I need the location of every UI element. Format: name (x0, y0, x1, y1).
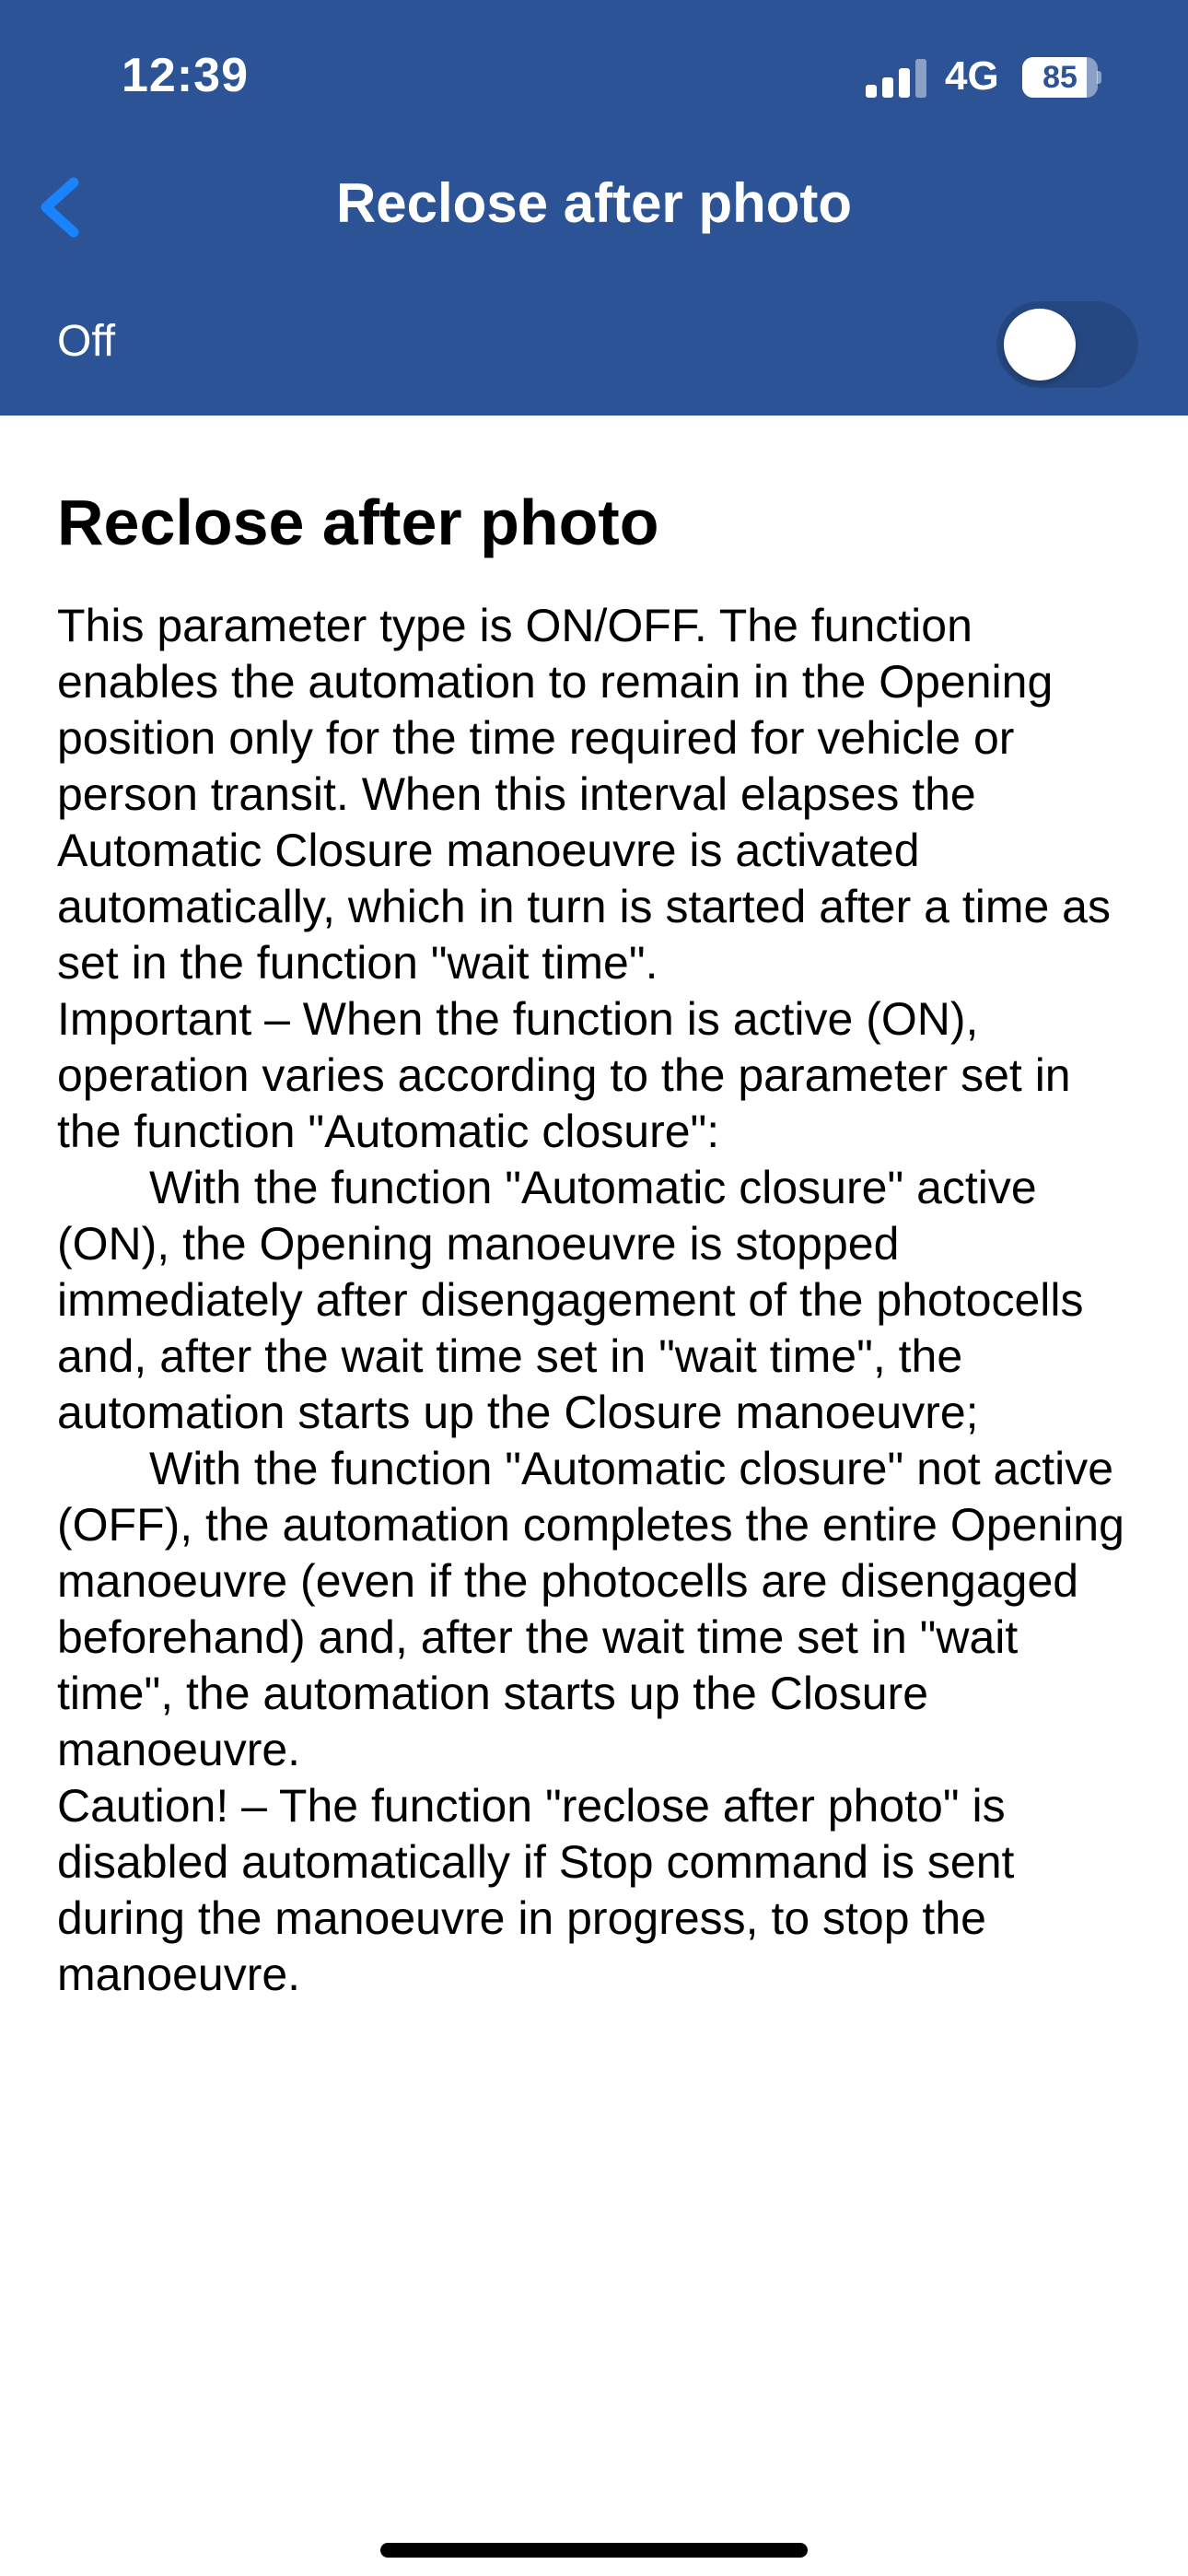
toggle-knob (1004, 309, 1076, 381)
page-title: Reclose after photo (335, 172, 853, 234)
header (0, 0, 1188, 416)
cellular-signal-icon (866, 57, 930, 98)
description-text: This parameter type is ON/OFF. The function enables the automation to remain in the Opening position only for the time required for vehicle or person transit. When this interval elapses the Automatic Closure manoeuvre is activated automatically, which in turn is started after a time as set in the function "wait time". Important – When the function is active (ON), operation varies according to the parameter set in the function "Automatic closure": With the function "Automatic closure" active (ON), the Opening manoeuvre is stopped immediately after disengagement of the photocells and, after the wait time set in "wait time", the automation starts up the Closure manoeuvre; With the function "Automatic closure" not active (OFF), the automation completes the entire Opening manoeuvre (even if the photocells are disengaged beforehand) and, after the wait time set in "wait time", the automation starts up the Closure manoeuvre. Caution! – The function "reclose after photo" is disabled automatically if Stop command is sent during the manoeuvre in progress, to stop the manoeuvre. (57, 600, 1124, 2000)
toggle-state-label: Off (57, 317, 116, 366)
battery-icon (1022, 57, 1101, 98)
description-title: Reclose after photo (57, 486, 659, 558)
reclose-toggle[interactable] (996, 301, 1138, 388)
home-indicator (380, 2543, 808, 2558)
description-section (57, 484, 1144, 2003)
battery-level: 85 (1042, 60, 1077, 95)
network-type: 4G (945, 53, 999, 99)
status-time: 12:39 (122, 49, 249, 102)
